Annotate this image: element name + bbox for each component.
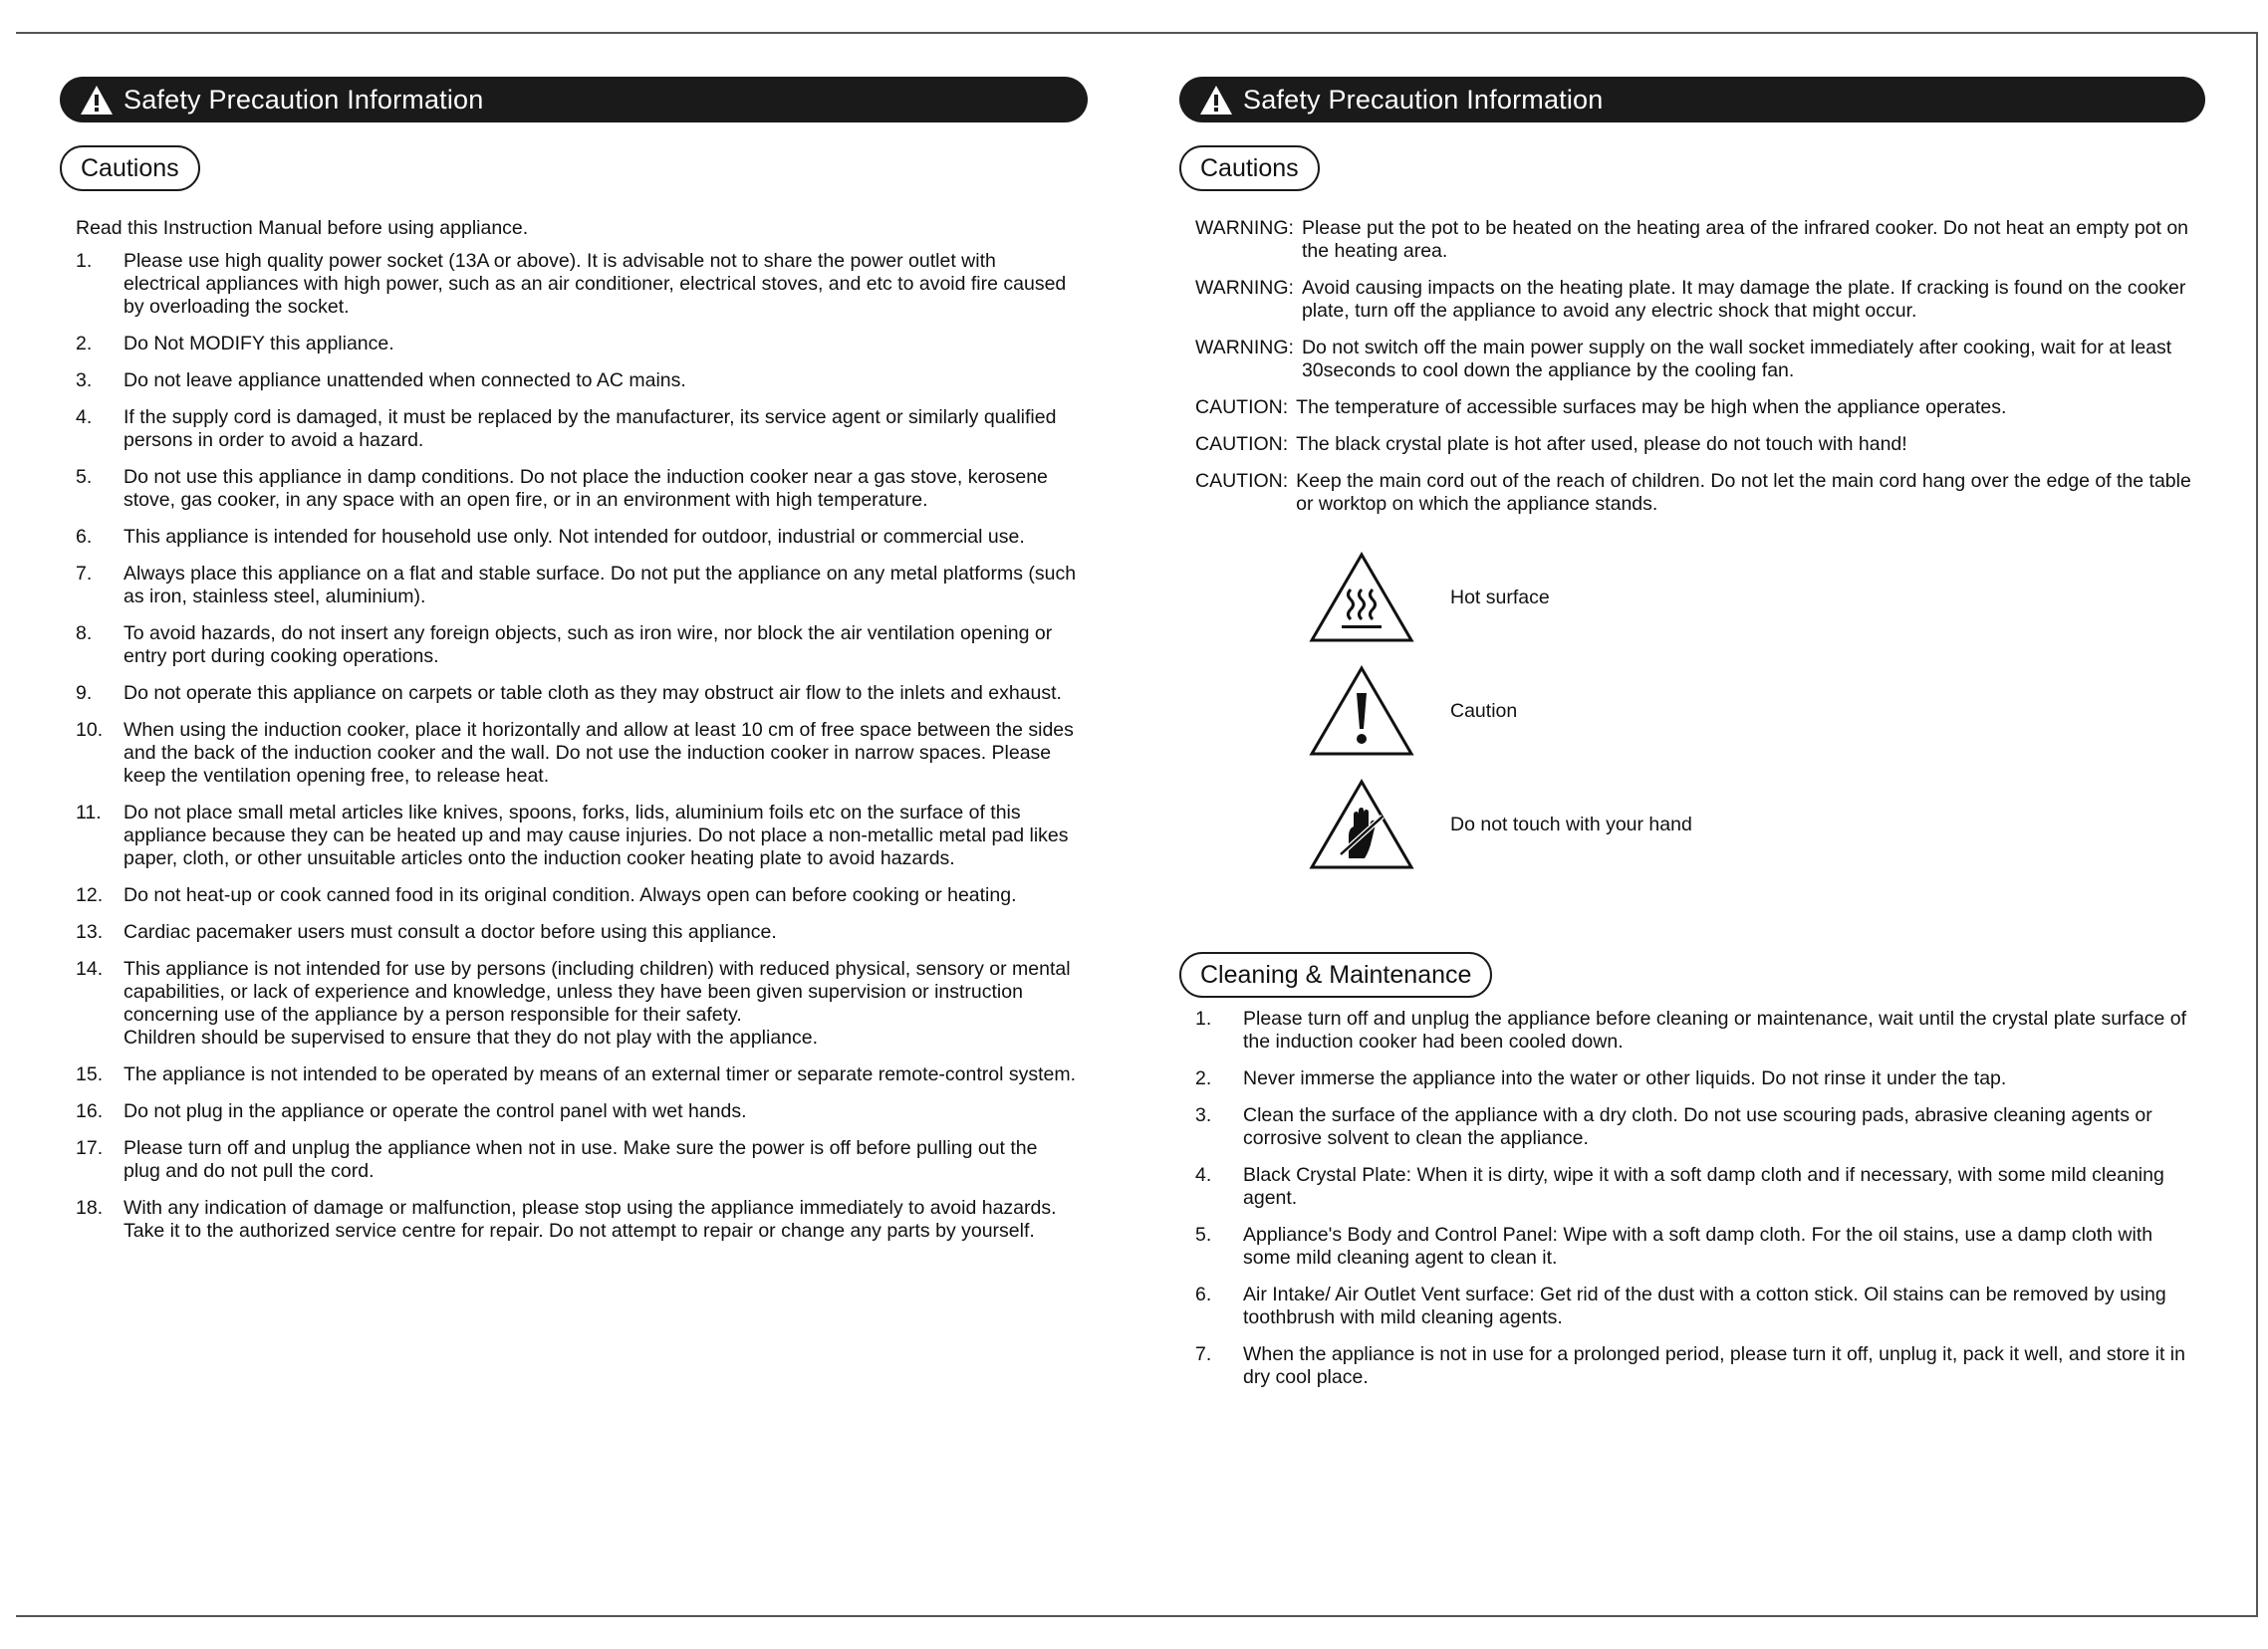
list-item: [60, 369, 1088, 392]
caution-tag: CAUTION:: [1195, 433, 1289, 455]
caution-row: [1179, 396, 2205, 419]
item-number: 7.: [76, 563, 93, 585]
warning-tag: WARNING:: [1195, 337, 1294, 358]
item-number: 15.: [76, 1063, 104, 1085]
list-item: [60, 250, 1088, 319]
item-number: 2.: [76, 333, 93, 354]
warning-triangle-icon: [1199, 85, 1233, 116]
item-text: Do not leave appliance unattended when connected to AC mains.: [124, 369, 686, 391]
caution-text: The black crystal plate is hot after used, please do not touch with hand!: [1296, 433, 1907, 455]
item-text: This appliance is not intended for use by persons (including children) with reduced physical, sensory or mental capabilities, or lack of experience and knowledge, unless they have been given supervision or instruction concerning use of the appliance by a person responsible for their safety.: [124, 958, 1071, 1026]
item-text: The appliance is not intended to be operated by means of an external timer or separate remote-control system.: [124, 1063, 1077, 1085]
caution-text: Keep the main cord out of the reach of children. Do not let the main cord hang over the edge of the table or worktop on which the appliance stands.: [1296, 470, 2191, 515]
list-item: [60, 1063, 1088, 1086]
list-item: [60, 622, 1088, 668]
item-number: 6.: [1195, 1284, 1212, 1305]
list-item: [60, 1100, 1088, 1123]
symbol-row: [1309, 552, 2205, 643]
safety-symbols: [1309, 552, 2205, 870]
item-text: Clean the surface of the appliance with a dry cloth. Do not use scouring pads, abrasive cleaning agents or corrosive solvent to clean the appliance.: [1243, 1104, 2152, 1149]
cleaning-list: [1179, 1008, 2205, 1389]
cautions-heading: Cautions: [1179, 145, 1320, 191]
list-item: [60, 802, 1088, 870]
warning-row: [1179, 217, 2205, 263]
caution-tag: CAUTION:: [1195, 470, 1289, 492]
warning-row: [1179, 277, 2205, 323]
item-number: 7.: [1195, 1343, 1212, 1365]
list-item: [60, 1137, 1088, 1183]
warning-row: [1179, 337, 2205, 382]
page-border-bottom: [16, 1615, 2257, 1617]
left-banner: [60, 77, 1088, 122]
item-number: 16.: [76, 1100, 104, 1122]
item-text: When using the induction cooker, place it horizontally and allow at least 10 cm of free space between the sides and the back of the induction cooker and the wall. Do not use the induction cooker in narrow spaces. Please keep the ventilation opening free, to release heat.: [124, 719, 1074, 787]
list-item: [60, 921, 1088, 944]
no-touch-icon: [1309, 779, 1414, 870]
item-text: Do not operate this appliance on carpets or table cloth as they may obstruct air flow to the inlets and exhaust.: [124, 682, 1062, 704]
item-text: Do not use this appliance in damp conditions. Do not place the induction cooker near a gas stove, kerosene stove, gas cooker, in any space with an open fire, or in an environment with high temperature.: [124, 466, 1048, 511]
item-text: Black Crystal Plate: When it is dirty, wipe it with a soft damp cloth and if necessary, with some mild cleaning agent.: [1243, 1164, 2164, 1209]
caution-text: The temperature of accessible surfaces may be high when the appliance operates.: [1296, 396, 2007, 418]
item-text: Do not heat-up or cook canned food in its original condition. Always open can before cooking or heating.: [124, 884, 1017, 906]
page-border-top: [16, 32, 2257, 34]
item-number: 3.: [1195, 1104, 1212, 1126]
banner-title: Safety Precaution Information: [1243, 84, 1604, 115]
item-text: Do not place small metal articles like knives, spoons, forks, lids, aluminium foils etc on the surface of this appliance because they can be heated up and may cause injuries. Do not place a non-metallic metal pad likes paper, cloth, or other unsuitable articles onto the induction cooker heating plate to avoid hazards.: [124, 802, 1069, 869]
list-item: [60, 1197, 1088, 1243]
caution-row: [1179, 470, 2205, 516]
item-number: 2.: [1195, 1067, 1212, 1089]
list-item: [60, 958, 1088, 1050]
caution-icon: [1309, 665, 1414, 757]
page-border-right: [2256, 32, 2258, 1617]
symbol-row: [1309, 665, 2205, 757]
item-number: 6.: [76, 526, 93, 548]
item-text: If the supply cord is damaged, it must be replaced by the manufacturer, its service agent or similarly qualified persons in order to avoid a hazard.: [124, 406, 1057, 451]
cautions-list: [60, 250, 1088, 1243]
right-banner: [1179, 77, 2205, 122]
list-item: [60, 406, 1088, 452]
item-number: 1.: [76, 250, 93, 272]
list-item: [60, 466, 1088, 512]
item-text: Appliance's Body and Control Panel: Wipe with a soft damp cloth. For the oil stains, use a damp cloth with some mild cleaning agent to clean it.: [1243, 1224, 2153, 1269]
item-text: Please turn off and unplug the appliance when not in use. Make sure the power is off before pulling out the plug and do not pull the cord.: [124, 1137, 1038, 1182]
item-text: Always place this appliance on a flat and stable surface. Do not put the appliance on any metal platforms (such as iron, stainless steel, aluminium).: [124, 563, 1077, 607]
item-number: 3.: [76, 369, 93, 391]
item-text: This appliance is intended for household use only. Not intended for outdoor, industrial or commercial use.: [124, 526, 1025, 548]
intro-text: Read this Instruction Manual before using appliance.: [76, 217, 529, 239]
item-number: 14.: [76, 958, 104, 980]
item-number: 4.: [1195, 1164, 1212, 1186]
item-number: 18.: [76, 1197, 104, 1219]
list-item: [1179, 1164, 2205, 1210]
list-item: [1179, 1008, 2205, 1054]
item-text: Do not plug in the appliance or operate the control panel with wet hands.: [124, 1100, 747, 1122]
warning-text: Do not switch off the main power supply on the wall socket immediately after cooking, wait for at least 30seconds to cool down the appliance by the cooling fan.: [1301, 337, 2172, 381]
list-item: [60, 682, 1088, 705]
list-item: [1179, 1284, 2205, 1329]
item-text: Please use high quality power socket (13A or above). It is advisable not to share the power outlet with electrical appliances with high power, such as an air conditioner, electrical stoves, and etc to avoid fire caused by overloading the socket.: [124, 250, 1067, 318]
item-number: 1.: [1195, 1008, 1212, 1030]
item-number: 13.: [76, 921, 104, 943]
item-number: 4.: [76, 406, 93, 428]
banner-title: Safety Precaution Information: [124, 84, 484, 115]
right-page: [1179, 77, 2205, 1403]
item-number: 8.: [76, 622, 93, 644]
hot-surface-icon: [1309, 552, 1414, 643]
caution-row: [1179, 433, 2205, 456]
warning-text: Please put the pot to be heated on the heating area of the infrared cooker. Do not heat an empty pot on the heating area.: [1301, 217, 2189, 262]
item-text: Please turn off and unplug the appliance before cleaning or maintenance, wait until the crystal plate surface of the induction cooker had been cooled down.: [1243, 1008, 2187, 1053]
list-item: [60, 563, 1088, 608]
item-number: 12.: [76, 884, 104, 906]
item-text: Air Intake/ Air Outlet Vent surface: Get rid of the dust with a cotton stick. Oil stains can be removed by using toothbrush with mild cleaning agents.: [1243, 1284, 2166, 1328]
item-number: 10.: [76, 719, 104, 741]
list-item: [1179, 1104, 2205, 1150]
symbol-row: [1309, 779, 2205, 870]
left-page: [60, 77, 1088, 1257]
list-item: [60, 884, 1088, 907]
cleaning-heading: Cleaning & Maintenance: [1179, 952, 1492, 998]
list-item: [60, 526, 1088, 549]
caution-tag: CAUTION:: [1195, 396, 1289, 418]
warning-triangle-icon: [80, 85, 114, 116]
item-text: Cardiac pacemaker users must consult a doctor before using this appliance.: [124, 921, 777, 943]
item-number: 11.: [76, 802, 102, 824]
item-text: When the appliance is not in use for a prolonged period, please turn it off, unplug it, pack it well, and store it in dry cool place.: [1243, 1343, 2185, 1388]
symbol-label: Caution: [1450, 699, 1518, 722]
list-item: [60, 719, 1088, 788]
item-text: Do Not MODIFY this appliance.: [124, 333, 394, 354]
item-text: Never immerse the appliance into the water or other liquids. Do not rinse it under the tap.: [1243, 1067, 2007, 1089]
item-text: To avoid hazards, do not insert any foreign objects, such as iron wire, nor block the air ventilation opening or entry port during cooking operations.: [124, 622, 1053, 667]
item-text: With any indication of damage or malfunction, please stop using the appliance immediately to avoid hazards. Take it to the authorized service centre for repair. Do not attempt to repair or change any parts by yourself.: [124, 1197, 1057, 1242]
item-number: 5.: [76, 466, 93, 488]
item-number: 9.: [76, 682, 93, 704]
symbol-label: Do not touch with your hand: [1450, 813, 1692, 835]
list-item: [1179, 1224, 2205, 1270]
item-number: 5.: [1195, 1224, 1212, 1246]
list-item: [60, 333, 1088, 355]
cautions-heading: Cautions: [60, 145, 200, 191]
warning-tag: WARNING:: [1195, 217, 1294, 239]
symbol-label: Hot surface: [1450, 586, 1550, 608]
warning-text: Avoid causing impacts on the heating plate. It may damage the plate. If cracking is found on the cooker plate, turn off the appliance to avoid any electric shock that might occur.: [1301, 277, 2186, 322]
warnings-list: [1179, 217, 2205, 516]
item-number: 17.: [76, 1137, 104, 1159]
warning-tag: WARNING:: [1195, 277, 1294, 299]
list-item: [1179, 1067, 2205, 1090]
list-item: [1179, 1343, 2205, 1389]
item-text-second-line: Children should be supervised to ensure that they do not play with the appliance.: [124, 1027, 819, 1049]
